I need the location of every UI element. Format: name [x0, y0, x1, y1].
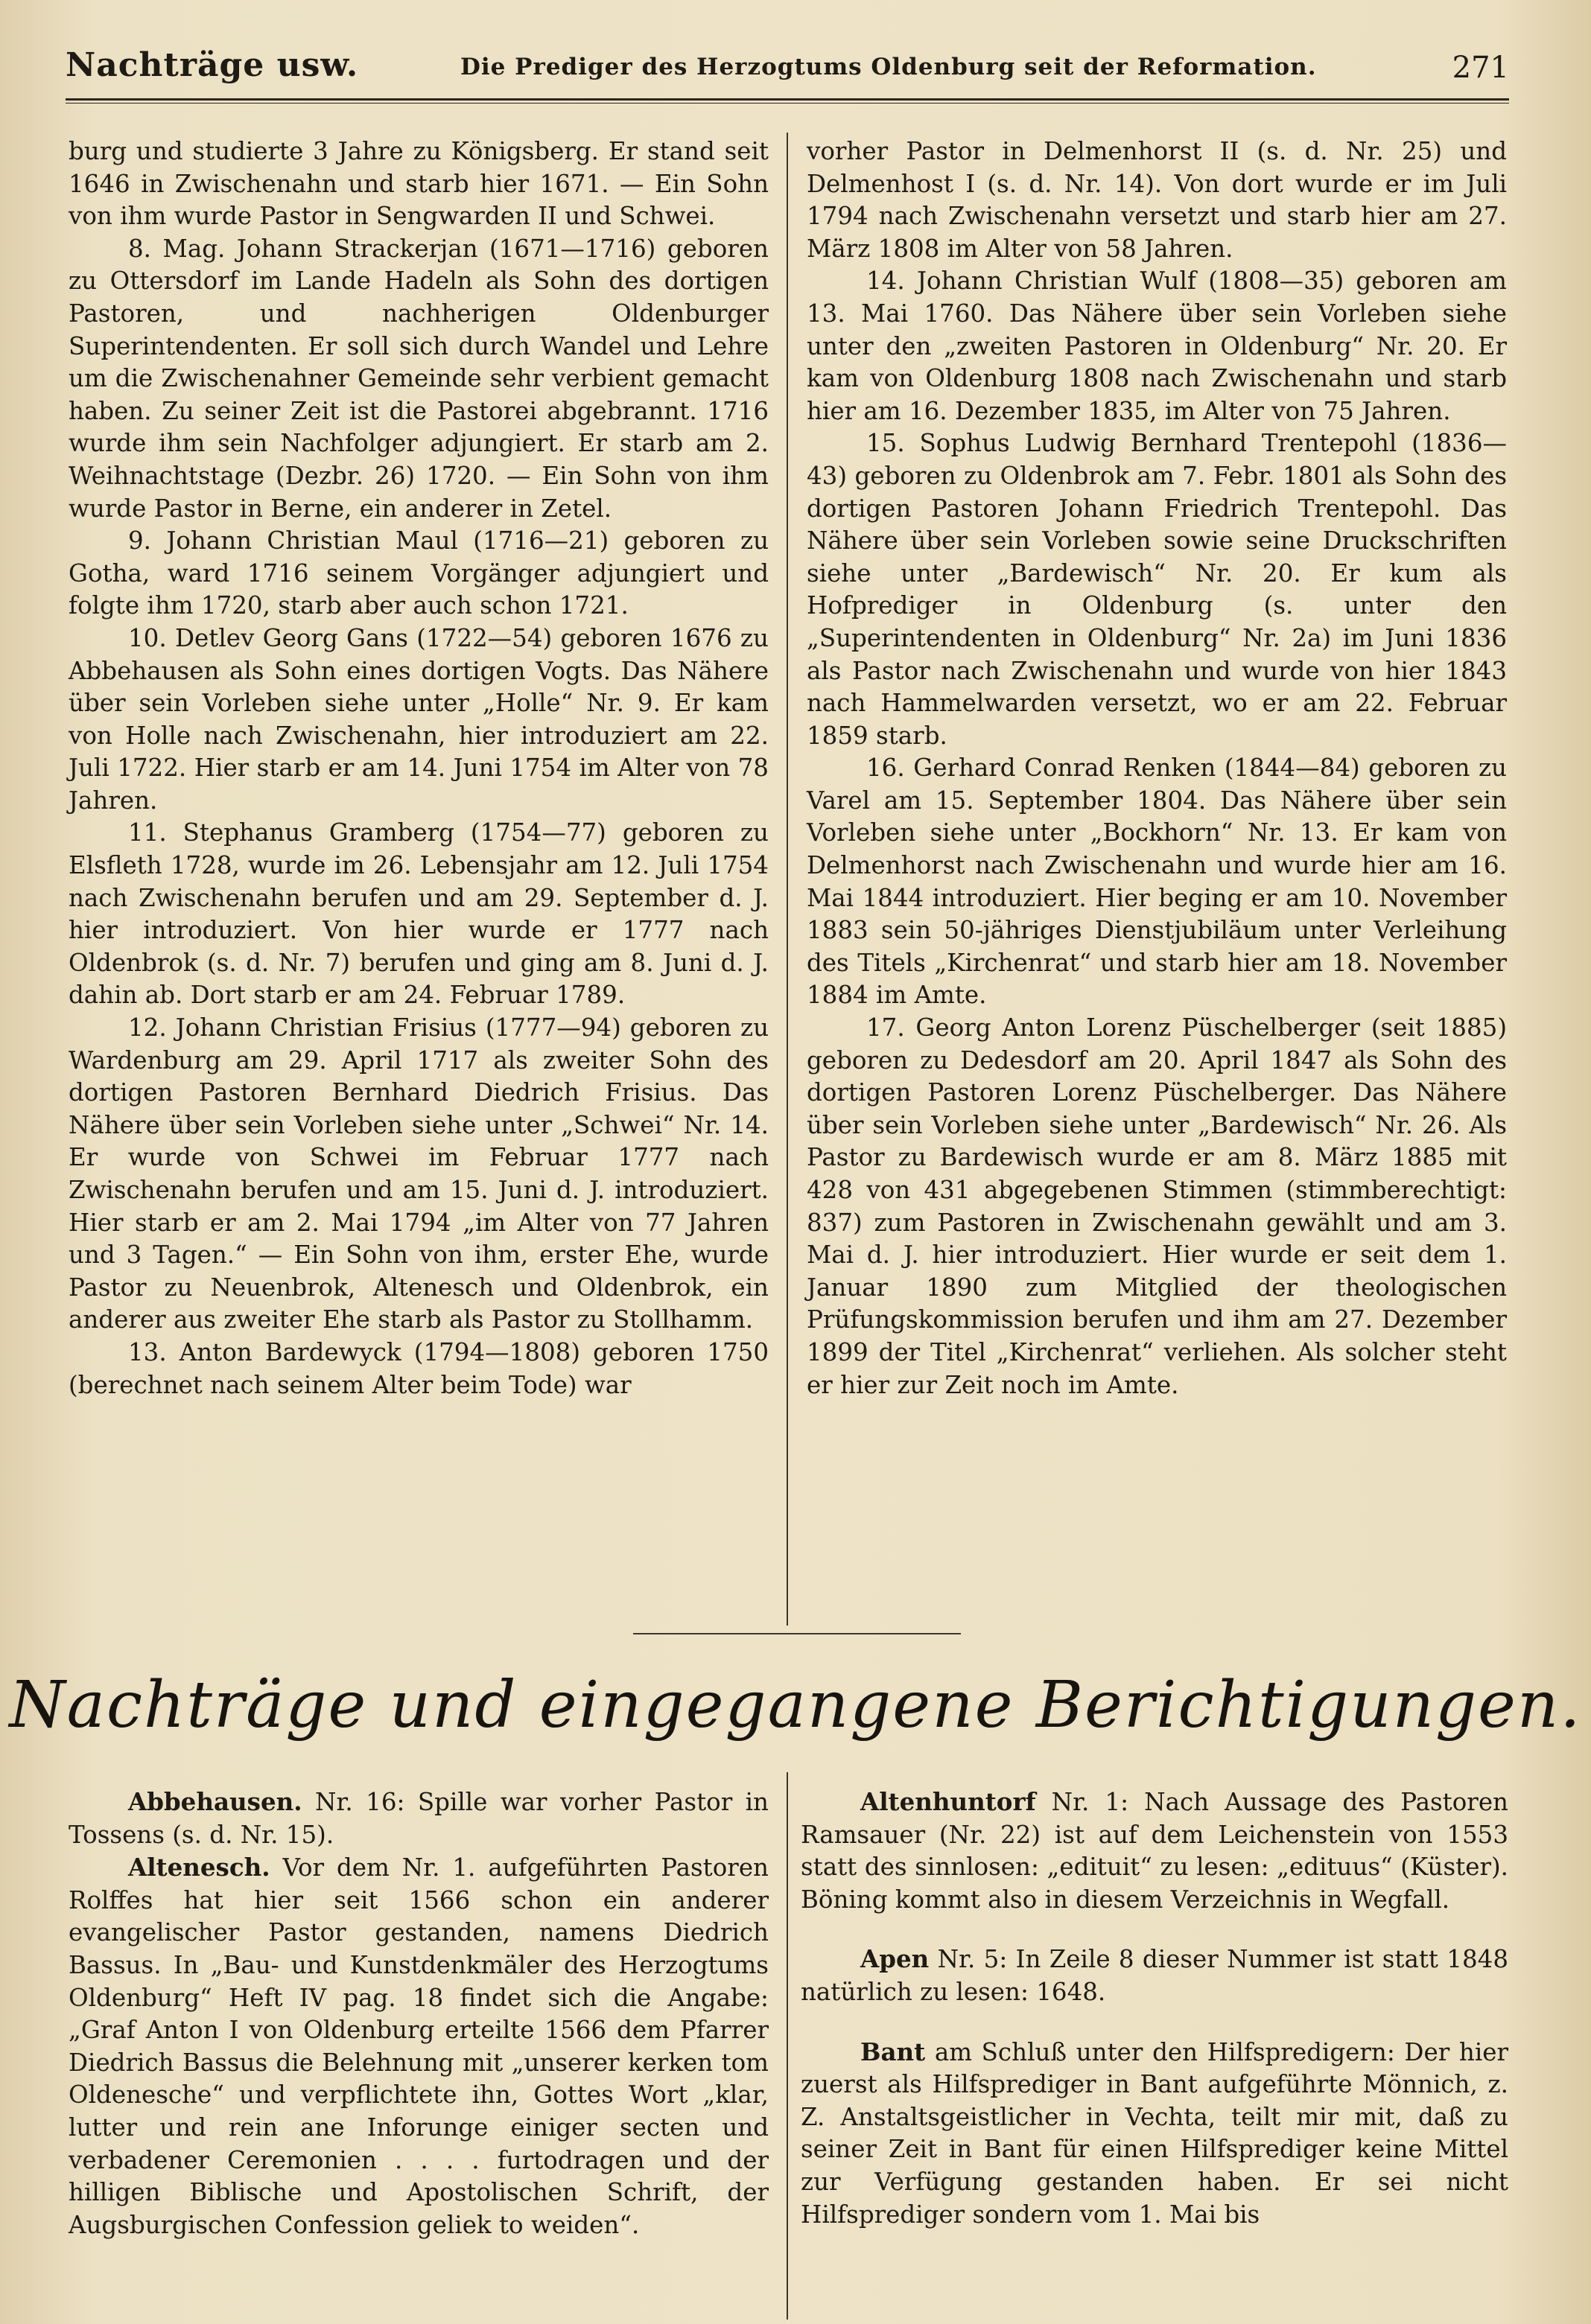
addendum-keyword: Altenhuntorf: [860, 1787, 1036, 1816]
addenda-right-column: [801, 1786, 1508, 2231]
header-book-title: Die Prediger des Herzogtums Oldenburg seit der Reformation.: [460, 54, 1317, 80]
column-divider: [787, 133, 788, 1626]
paragraph: 14. Johann Christian Wulf (1808—35) geboren am 13. Mai 1760. Das Nähere über sein Vorleben siehe unter den „zweiten Pastoren in Oldenburg“ Nr. 20. Er kam von Oldenburg 1808 nach Zwischenahn und starb hier am 16. Dezember 1835, im Alter von 75 Jahren.: [807, 267, 1507, 425]
addendum-keyword: Abbehausen.: [128, 1787, 302, 1816]
addenda-left-column: [69, 1786, 769, 2241]
left-column: [69, 136, 769, 1401]
addendum-entry: [69, 1786, 769, 1851]
addendum-entry: [801, 2036, 1508, 2232]
header-rule: [66, 98, 1509, 101]
paragraph: 8. Mag. Johann Strackerjan (1671—1716) geboren zu Ottersdorf im Lande Hadeln als Sohn des dortigen Pastoren, und nachherigen Oldenburger Superintendenten. Er soll sich durch Wandel und Lehre um die Zwischenahner Gemeinde sehr verbient gemacht haben. Zu seiner Zeit ist die Pastorei abgebrannt. 1716 wurde ihm sein Nachfolger adjungiert. Er starb am 2. Weihnachtstage (Dezbr. 26) 1720. — Ein Sohn von ihm wurde Pastor in Berne, ein anderer in Zetel.: [69, 234, 769, 523]
addendum-text: Nr. 16: Spille war vorher Pastor in Tossens (s. d. Nr. 15).: [69, 1788, 769, 1849]
paragraph: 11. Stephanus Gramberg (1754—77) geboren zu Elsfleth 1728, wurde im 26. Lebensjahr am 12. Juli 1754 nach Zwischenahn berufen und am 29. September d. J. hier introduziert. Von hier wurde er 1777 nach Oldenbrok (s. d. Nr. 7) berufen und ging am 8. Juni d. J. dahin ab. Dort starb er am 24. Februar 1789.: [69, 818, 769, 1010]
paragraph: 16. Gerhard Conrad Renken (1844—84) geboren zu Varel am 15. September 1804. Das Nähere über sein Vorleben siehe unter „Bockhorn“ Nr. 13. Er kam von Delmenhorst nach Zwischenahn und wurde hier am 16. Mai 1844 introduziert. Hier beging er am 10. November 1883 sein 50-jähriges Dienstjubiläum unter Verleihung des Titels „Kirchenrat“ und starb hier am 18. November 1884 im Amte.: [807, 754, 1507, 1010]
addendum-entry: [801, 1943, 1508, 2008]
addendum-keyword: Bant: [860, 2037, 926, 2066]
paragraph: burg und studierte 3 Jahre zu Königsberg. Er stand seit 1646 in Zwischenahn und starb hier 1671. — Ein Sohn von ihm wurde Pastor in Sengwarden II und Schwei.: [69, 137, 769, 231]
paragraph: 13. Anton Bardewyck (1794—1808) geboren 1750 (berechnet nach seinem Alter beim Tode) war: [69, 1337, 769, 1399]
column-divider: [787, 1772, 788, 2320]
header-rule-thin: [66, 103, 1509, 104]
paragraph: 12. Johann Christian Frisius (1777—94) geboren zu Wardenburg am 29. April 1717 als zweiter Sohn des dortigen Pastoren Bernhard Diedrich Frisius. Das Nähere über sein Vorleben siehe unter „Schwei“ Nr. 14. Er wurde von Schwei im Februar 1777 nach Zwischenahn berufen und am 15. Juni d. J. introduziert. Hier starb er am 2. Mai 1794 „im Alter von 77 Jahren und 3 Tagen.“ — Ein Sohn von ihm, erster Ehe, wurde Pastor zu Neuenbrok, Altenesch und Oldenbrok, ein anderer aus zweiter Ehe starb als Pastor zu Stollhamm.: [69, 1013, 769, 1334]
addendum-text: Nr. 1: Nach Aussage des Pastoren Ramsauer (Nr. 22) ist auf dem Leichenstein von 1553 statt des sinnlosen: „edituit“ zu lesen: „edituus“ (Küster). Böning kommt also in diesem Verzeichnis in Wegfall.: [801, 1788, 1508, 1914]
addendum-keyword: Apen: [860, 1944, 930, 1974]
paragraph: vorher Pastor in Delmenhorst II (s. d. Nr. 25) und Delmenhost I (s. d. Nr. 14). Von dort wurde er im Juli 1794 nach Zwischenahn versetzt und starb hier am 27. März 1808 im Alter von 58 Jahren.: [807, 137, 1507, 263]
addendum-text: Nr. 5: In Zeile 8 dieser Nummer ist statt 1848 natürlich zu lesen: 1648.: [801, 1945, 1508, 2006]
section-separator: [633, 1633, 961, 1634]
section-heading: Nachträge und eingegangene Berichtigungen.: [9, 1668, 1582, 1742]
addendum-keyword: Altenesch.: [128, 1853, 270, 1882]
addendum-text: am Schluß unter den Hilfspredigern: Der hier zuerst als Hilfsprediger in Bant aufgeführte Mönnich, z. Z. Anstaltsgeistlicher in Vechta, teilt mir mit, daß zu seiner Zeit in Bant für einen Hilfsprediger keine Mittel zur Verfügung gestanden haben. Er sei nicht Hilfsprediger sondern vom 1. Mai bis: [801, 2037, 1508, 2229]
right-column: [807, 136, 1507, 1401]
running-header: [66, 46, 1509, 98]
paragraph: 17. Georg Anton Lorenz Püschelberger (seit 1885) geboren zu Dedesdorf am 20. April 1847 als Sohn des dortigen Pastoren Lorenz Püschelberger. Das Nähere über sein Vorleben siehe unter „Bardewisch“ Nr. 26. Als Pastor zu Bardewisch wurde er am 8. März 1885 mit 428 von 431 abgegebenen Stimmen (stimmberechtigt: 837) zum Pastoren in Zwischenahn gewählt und am 3. Mai d. J. hier introduziert. Hier wurde er seit dem 1. Januar 1890 zum Mitglied der theologischen Prüfungskommission berufen und ihm am 27. Dezember 1899 der Titel „Kirchenrat“ verliehen. Als solcher steht er hier zur Zeit noch im Amte.: [807, 1013, 1507, 1399]
paragraph: 15. Sophus Ludwig Bernhard Trentepohl (1836—43) geboren zu Oldenbrok am 7. Febr. 1801 als Sohn des dortigen Pastoren Johann Friedrich Trentepohl. Das Nähere über sein Vorleben sowie seine Druckschriften siehe unter „Bardewisch“ Nr. 20. Er kum als Hofprediger in Oldenburg (s. unter den „Superintendenten in Oldenburg“ Nr. 2a) im Juni 1836 als Pastor nach Zwischenahn und wurde von hier 1843 nach Hammelwarden versetzt, wo er am 22. Februar 1859 starb.: [807, 429, 1507, 750]
page-number: 271: [1452, 51, 1509, 85]
addendum-entry: [801, 1786, 1508, 1916]
addendum-entry: [69, 1851, 769, 2241]
addendum-text: Vor dem Nr. 1. aufgeführten Pastoren Rolffes hat hier seit 1566 schon ein anderer evangelischer Pastor gestanden, namens Diedrich Bassus. In „Bau- und Kunstdenkmäler des Herzogtums Oldenburg“ Heft IV pag. 18 findet sich die Angabe: „Graf Anton I von Oldenburg erteilte 1566 dem Pfarrer Diedrich Bassus die Belehnung mit „unserer kerken tom Oldenesche“ und verpflichtete ihn, Gottes Wort „klar, lutter und rein ane Inforunge einiger secten und verbadener Ceremonien . . . . furtodragen und der hilligen Biblische und Apostolischen Schrift, der Augsburgischen Confession geliek to weiden“.: [69, 1853, 769, 2239]
header-section-title: Nachträge usw.: [66, 46, 359, 84]
paragraph: 9. Johann Christian Maul (1716—21) geboren zu Gotha, ward 1716 seinem Vorgänger adjungiert und folgte ihm 1720, starb aber auch schon 1721.: [69, 526, 769, 620]
paragraph: 10. Detlev Georg Gans (1722—54) geboren 1676 zu Abbehausen als Sohn eines dortigen Vogts. Das Nähere über sein Vorleben siehe unter „Holle“ Nr. 9. Er kam von Holle nach Zwischenahn, hier introduziert am 22. Juli 1722. Hier starb er am 14. Juni 1754 im Alter von 78 Jahren.: [69, 623, 769, 815]
